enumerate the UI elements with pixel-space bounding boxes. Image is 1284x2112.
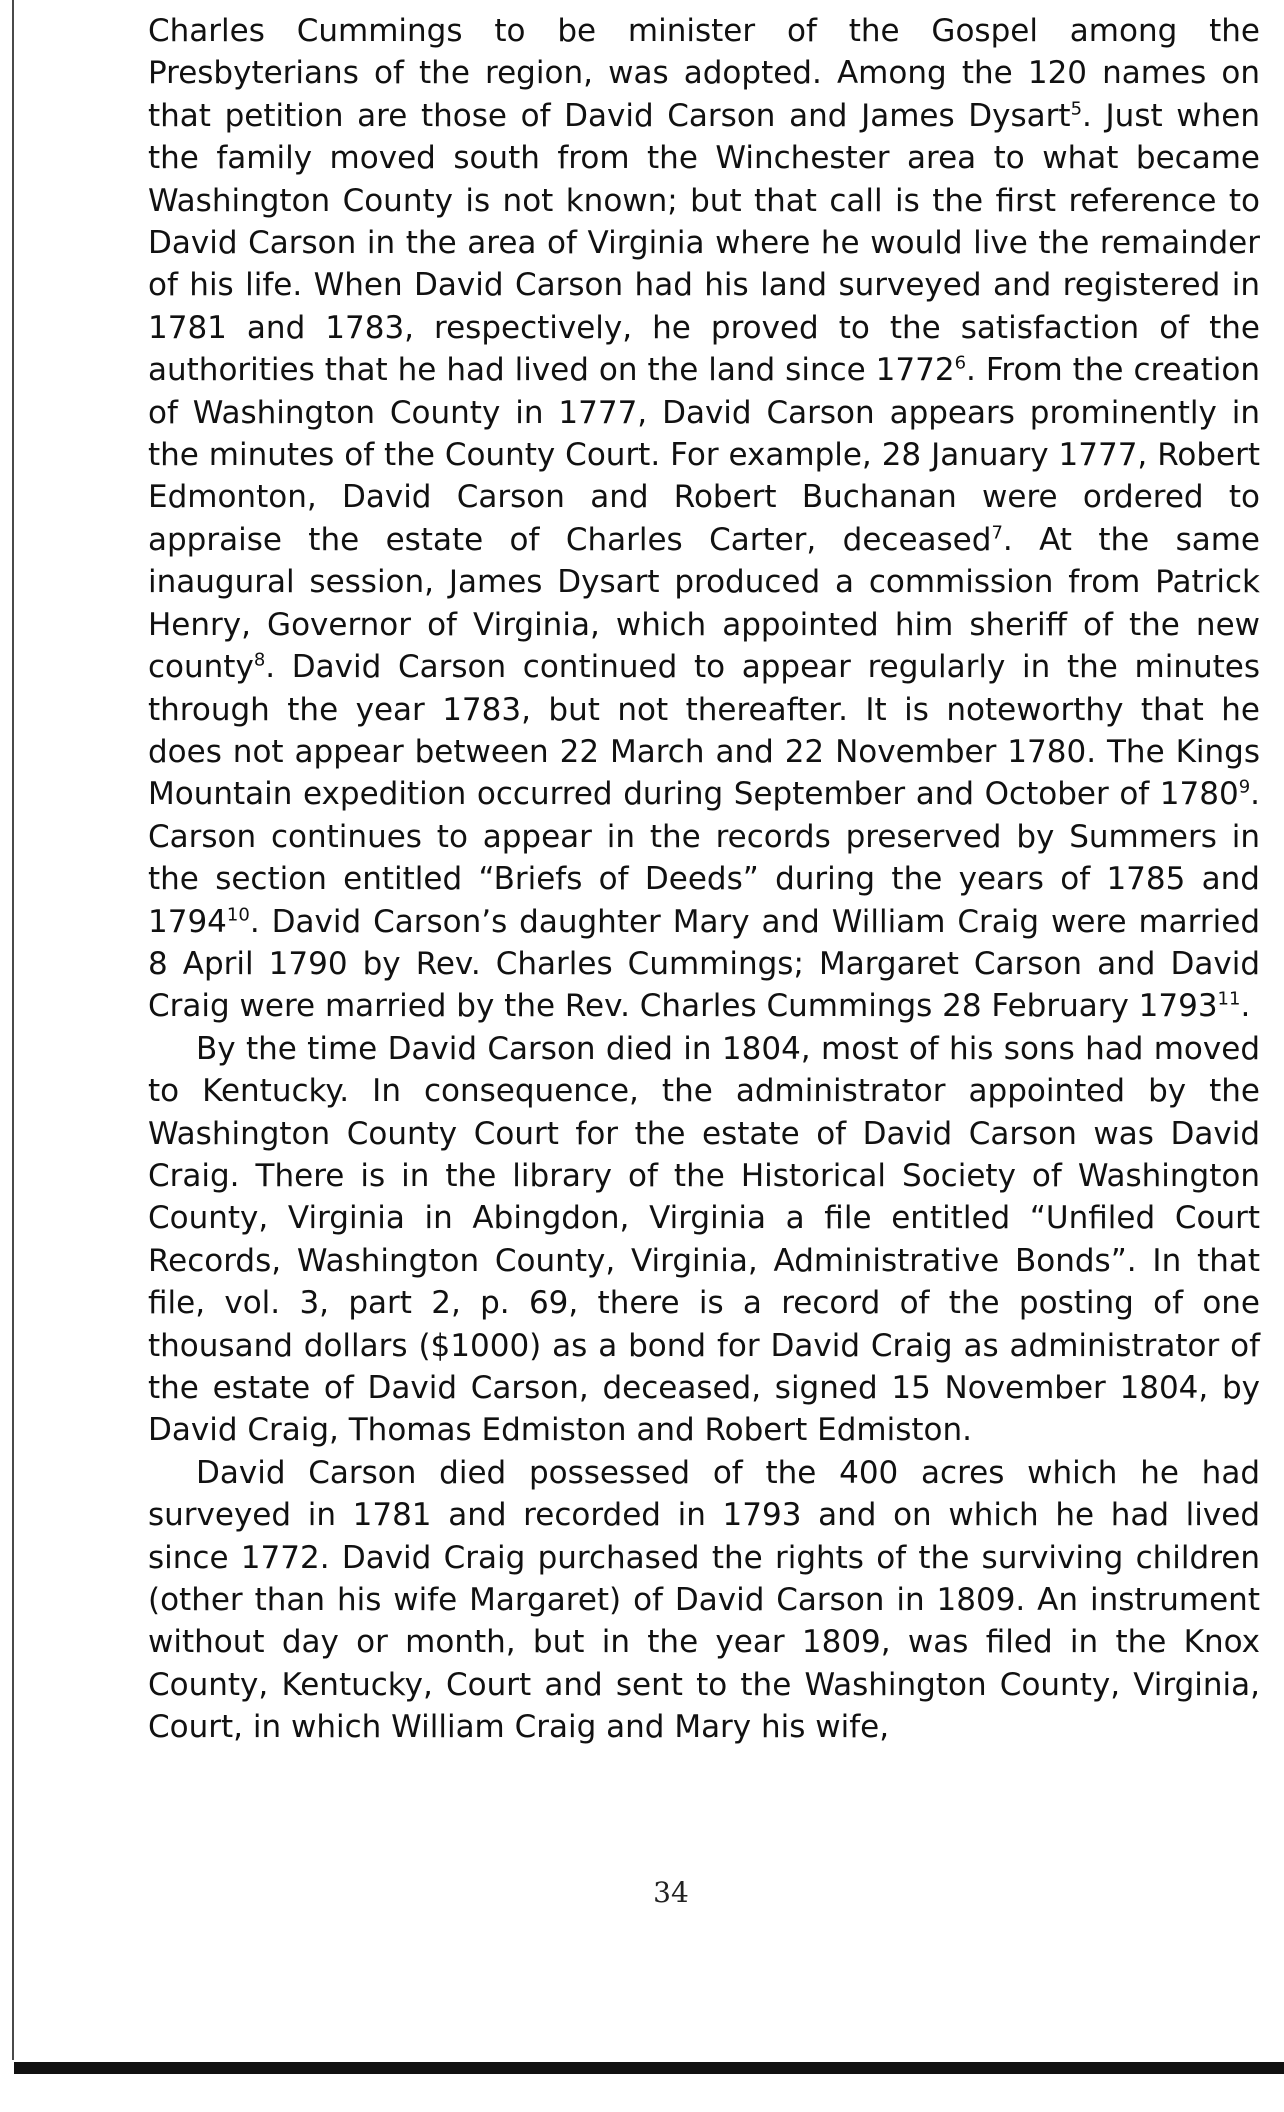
page-number: 34 (653, 1876, 689, 1909)
left-margin-rule (12, 0, 14, 2060)
footnote-ref-9: 9 (1238, 776, 1251, 798)
text-run: . Carson continues to appear in the records preserved by Summers in the section entitled “Briefs of Deeds” during the years of 1785 and 1794 (148, 776, 1260, 940)
footnote-ref-5: 5 (1070, 98, 1083, 120)
footnote-ref-8: 8 (253, 649, 266, 671)
footnote-ref-10: 10 (226, 904, 250, 926)
bottom-border-bar (14, 2062, 1284, 2074)
paragraph-1 (148, 10, 1260, 1028)
text-run: Charles Cummings to be minister of the Gospel among the Presbyterians of the region, was adopted. Among the 120 names on that petition are those of David Carson and James Dysart (148, 13, 1260, 134)
text-run: . David Carson’s daughter Mary and William Craig were married 8 April 1790 by Rev. Charles Cummings; Margaret Carson and David Craig were married by the Rev. Charles Cummings 28 February 1793 (148, 903, 1260, 1025)
paragraph-2: By the time David Carson died in 1804, most of his sons had moved to Kentucky. In consequence, the administrator appointed by the Washington County Court for the estate of David Carson was David Craig. There is in the library of the Historical Society of Washington County, Virginia in Abingdon, Virginia a file entitled “Unfiled Court Records, Washington County, Virginia, Administrative Bonds”. In that file, vol. 3, part 2, p. 69, there is a record of the posting of one thousand dollars ($1000) as a bond for David Craig as administrator of the estate of David Carson, deceased, signed 15 November 1804, by David Craig, Thomas Edmiston and Robert Edmiston. (148, 1030, 1260, 1449)
text-run: . David Carson continued to appear regularly in the minutes through the year 1783, but not thereafter. It is noteworthy that he does not appear between 22 March and 22 November 1780. The Kings Mountain expedition occurred during September and October of 1780 (148, 649, 1260, 813)
text-run: . (1240, 988, 1251, 1025)
text-run: . At the same inaugural session, James Dysart produced a commission from Patrick Henry, Governor of Virginia, which appointed him sheriff of the new county (148, 521, 1260, 686)
footnote-ref-6: 6 (954, 352, 967, 374)
footnote-ref-11: 11 (1217, 989, 1241, 1011)
footnote-ref-7: 7 (991, 522, 1003, 544)
text-run: . Just when the family moved south from the Winchester area to what became Washington County is not known; but that call is the first reference to David Carson in the area of Virginia where he would live the remainder of his life. When David Carson had his land surveyed and registered in 1781 and 1783, respectively, he proved to the satisfaction of the authorities that he had lived on the land since 1772 (148, 97, 1260, 389)
body-text (148, 10, 1260, 1749)
text-run: . From the creation of Washington County in 1777, David Carson appears prominently in the minutes of the County Court. For example, 28 January 1777, Robert Edmonton, David Carson and Robert Buchanan were ordered to appraise the estate of Charles Carter, deceased (148, 352, 1261, 558)
paragraph-3: David Carson died possessed of the 400 acres which he had surveyed in 1781 and recorded in 1793 and on which he had lived since 1772. David Craig purchased the rights of the surviving children (other than his wife Margaret) of David Carson in 1809. An instrument without day or month, but in the year 1809, was filed in the Knox County, Kentucky, Court and sent to the Washington County, Virginia, Court, in which William Craig and Mary his wife, (148, 1454, 1260, 1746)
